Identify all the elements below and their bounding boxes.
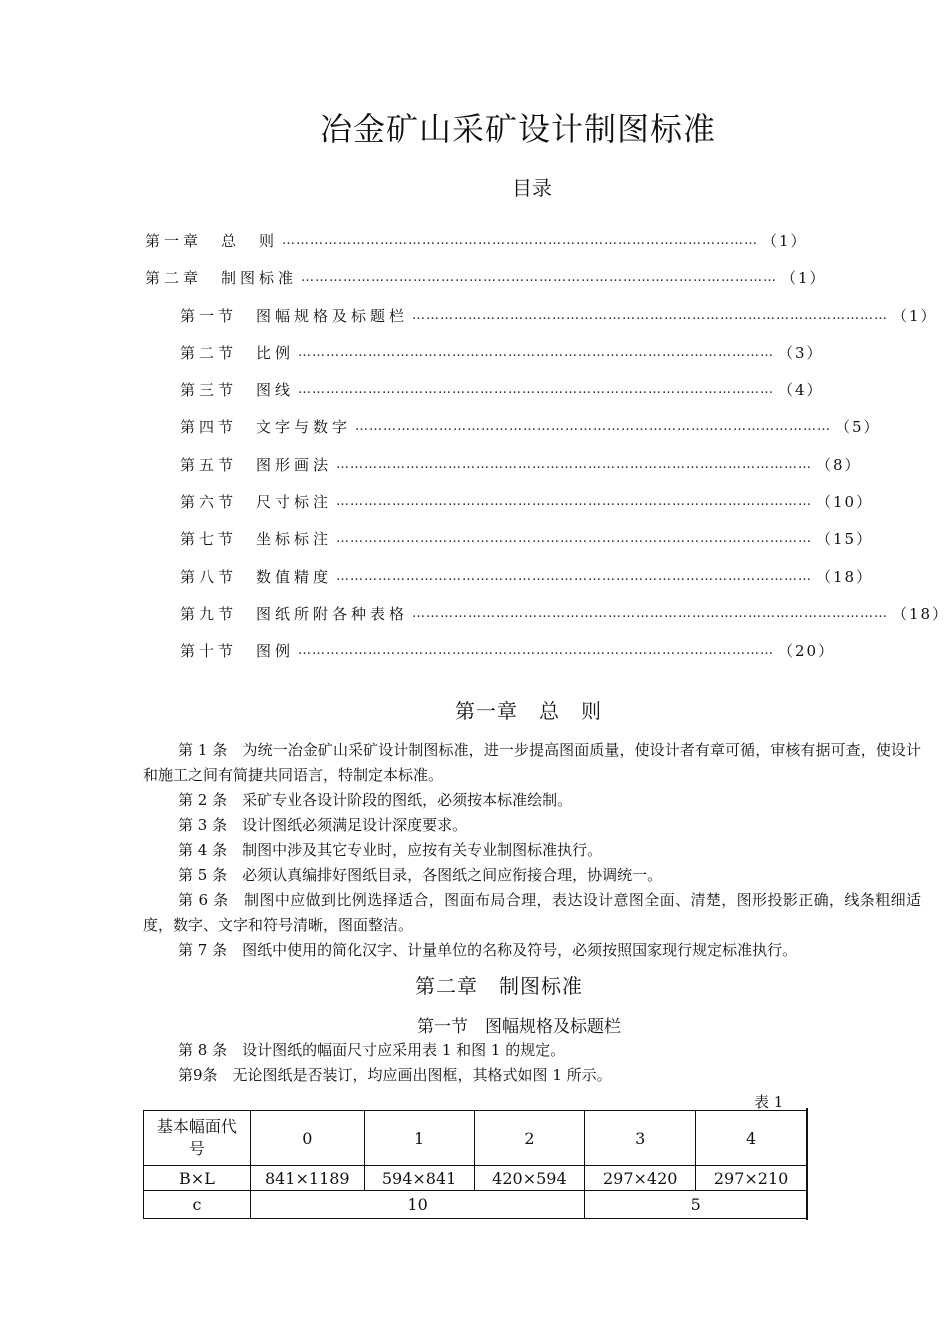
toc-entry[interactable] [180,490,874,512]
toc-leader-dots: ………………………………………………………………………………………… [301,269,778,285]
table-cell: 297×210 [696,1166,807,1191]
toc-entry-label: 第一节 图幅规格及标题栏 [180,306,409,325]
toc-entry-page: （20） [778,641,836,660]
table-cell: 0 [250,1111,364,1166]
header-label: 基本幅面代号 [156,1117,237,1158]
toc-entry-label: 第八节 数值精度 [180,567,333,586]
toc-entry-label: 第二章 制图标准 [145,268,298,287]
toc-entry-page: （1） [762,231,808,250]
article-paragraph: 第 3 条 设计图纸必须满足设计深度要求。 [178,816,468,834]
toc-leader-dots: ………………………………………………………………………………………… [412,307,889,323]
toc-leader-dots: ………………………………………………………………………………………… [336,530,813,546]
toc-entry[interactable] [145,229,808,251]
table-cell: 594×841 [364,1166,474,1191]
article-paragraph: 第 8 条 设计图纸的幅面尺寸应采用表 1 和图 1 的规定。 [178,1041,566,1059]
toc-entry-label: 第五节 图形画法 [180,455,333,474]
toc-entry[interactable] [180,304,938,326]
toc-entry-page: （1） [781,268,827,287]
table-border-double [806,1108,808,1220]
toc-entry[interactable] [180,527,874,549]
article-paragraph: 第 5 条 必须认真编排好图纸目录，各图纸之间应衔接合理，协调统一。 [178,866,663,884]
chapter-heading: 第二章 制图标准 [415,974,583,998]
toc-entry-label: 第四节 文字与数字 [180,417,352,436]
table-cell [144,1111,251,1166]
table-cell: 4 [696,1111,807,1166]
article-paragraph: 第 6 条 制图中应做到比例选择适合，图面布局合理，表达设计意图全面、清楚，图形投影正确，线条粗细适度，数字、文字和符号清晰，图面整洁。 [143,891,921,934]
toc-leader-dots: ………………………………………………………………………………………… [298,381,775,397]
toc-leader-dots: ………………………………………………………………………………………… [412,605,889,621]
table-row [144,1166,807,1191]
toc-heading: 目录 [512,176,552,200]
chapter-heading: 第一章 总 则 [455,699,602,723]
toc-entry-page: （18） [892,604,950,623]
toc-leader-dots: ………………………………………………………………………………………… [298,642,775,658]
toc-leader-dots: ………………………………………………………………………………………… [336,568,813,584]
toc-leader-dots: ………………………………………………………………………………………… [298,344,775,360]
table-cell: B×L [144,1166,251,1191]
article-paragraph: 第 7 条 图纸中使用的简化汉字、计量单位的名称及符号，必须按照国家现行规定标准执行。 [178,941,798,959]
article-paragraph: 第 1 条 为统一冶金矿山采矿设计制图标准，进一步提高图面质量，使设计者有章可循，审核有据可查，使设计和施工之间有简捷共同语言，特制定本标准。 [143,741,921,784]
table-cell: 5 [585,1191,807,1219]
toc-entry-page: （10） [816,492,874,511]
toc-entry-label: 第六节 尺寸标注 [180,492,333,511]
toc-entry[interactable] [180,639,836,661]
toc-leader-dots: ………………………………………………………………………………………… [282,232,759,248]
table-caption: 表 1 [754,1093,784,1111]
document-title: 冶金矿山采矿设计制图标准 [320,110,717,148]
toc-entry[interactable] [180,565,874,587]
toc-entry-page: （1） [892,306,938,325]
toc-entry[interactable] [180,602,950,624]
table-row [144,1191,807,1219]
toc-entry-label: 第七节 坐标标注 [180,529,333,548]
section-heading: 第一节 图幅规格及标题栏 [417,1017,621,1037]
table-cell: 3 [585,1111,696,1166]
toc-entry[interactable] [180,453,862,475]
toc-leader-dots: ………………………………………………………………………………………… [336,456,813,472]
toc-entry[interactable] [180,341,824,363]
table-cell: 841×1189 [250,1166,364,1191]
toc-entry-page: （15） [816,529,874,548]
toc-leader-dots: ………………………………………………………………………………………… [336,493,813,509]
table-cell: 420×594 [474,1166,585,1191]
table-cell: 10 [250,1191,584,1219]
table-cell: 297×420 [585,1166,696,1191]
article-paragraph: 第 2 条 采矿专业各设计阶段的图纸，必须按本标准绘制。 [178,791,573,809]
toc-entry-page: （18） [816,567,874,586]
toc-entry-label: 第九节 图纸所附各种表格 [180,604,409,623]
toc-entry-page: （8） [816,455,862,474]
toc-entry[interactable] [145,266,827,288]
toc-leader-dots: ………………………………………………………………………………………… [355,418,832,434]
table-cell: c [144,1191,251,1219]
article-paragraph: 第 4 条 制图中涉及其它专业时，应按有关专业制图标准执行。 [178,841,603,859]
table-cell: 2 [474,1111,585,1166]
toc-entry[interactable] [180,415,881,437]
toc-entry-label: 第三节 图线 [180,380,295,399]
toc-entry-label: 第二节 比例 [180,343,295,362]
table-row [144,1111,807,1166]
toc-entry-page: （5） [835,417,881,436]
toc-entry-label: 第一章 总 则 [145,231,279,250]
paper-size-table [143,1110,807,1219]
table-cell: 1 [364,1111,474,1166]
article-paragraph: 第9条 无论图纸是否装订，均应画出图框，其格式如图 1 所示。 [178,1066,612,1084]
toc-entry-page: （4） [778,380,824,399]
toc-entry-page: （3） [778,343,824,362]
toc-entry[interactable] [180,378,824,400]
toc-entry-label: 第十节 图例 [180,641,295,660]
